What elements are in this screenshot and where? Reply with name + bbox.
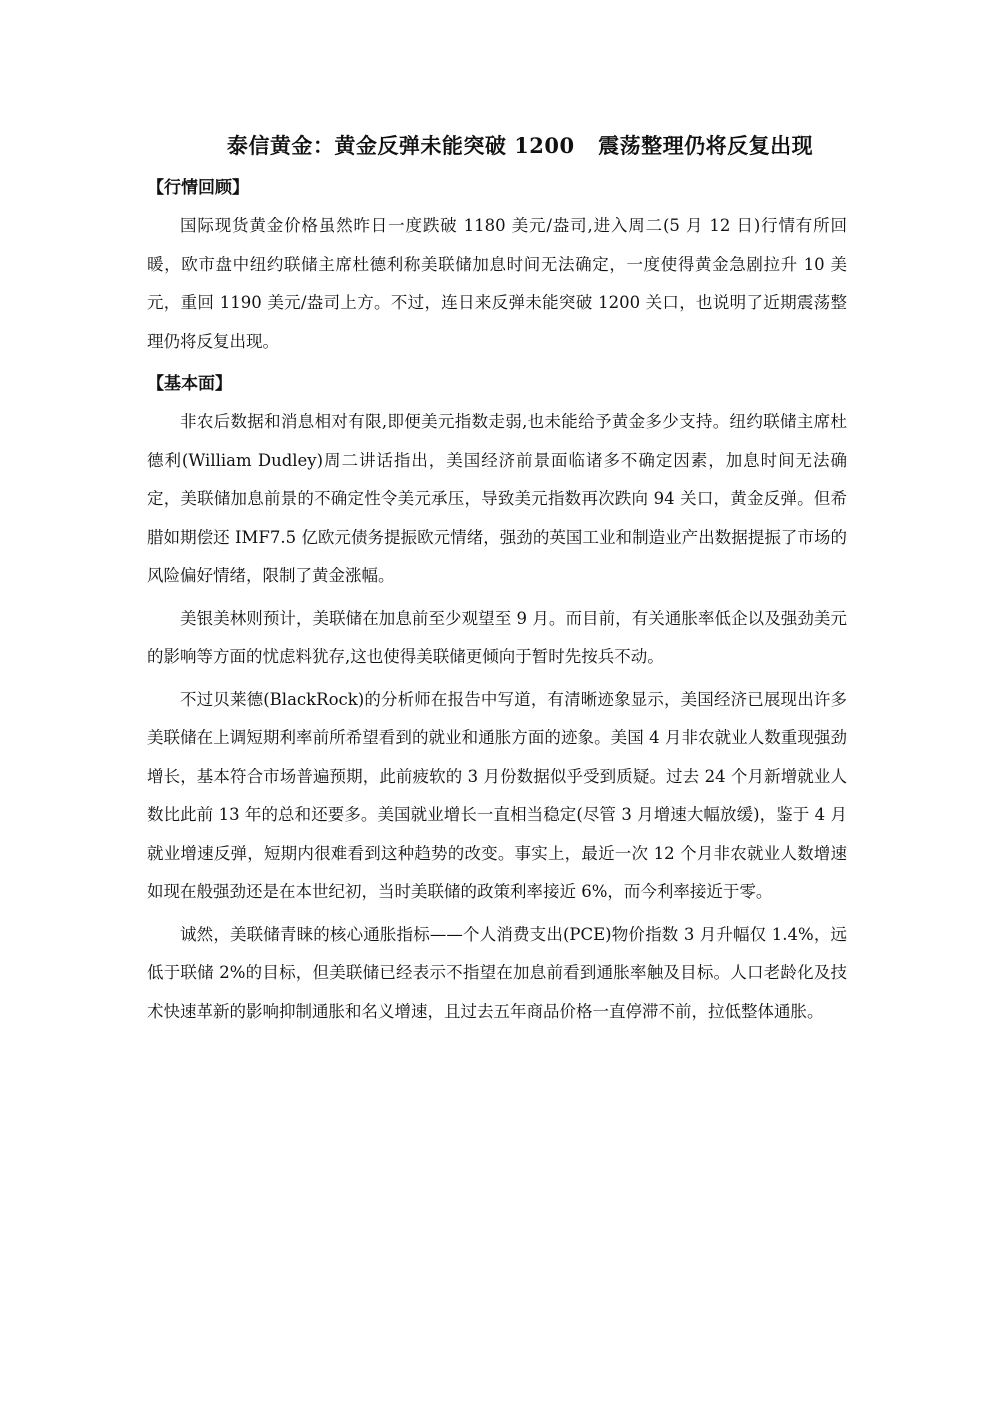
paragraph: 诚然，美联储青睐的核心通胀指标——个人消费支出(PCE)物价指数 3 月升幅仅 1.4%，远低于联储 2%的目标，但美联储已经表示不指望在加息前看到通胀率触及目标。人口老龄化及技术快速革新的影响抑制通胀和名义增速，且过去五年商品价格一直停滞不前，拉低整体通胀。 <box>147 924 847 1021</box>
section-heading-market-review: 【行情回顾】 <box>147 178 249 198</box>
section-heading-fundamentals: 【基本面】 <box>147 374 232 394</box>
paragraph: 国际现货黄金价格虽然昨日一度跌破 1180 美元/盎司,进入周二(5 月 12 日)行情有所回暖，欧市盘中纽约联储主席杜德利称美联储加息时间无法确定，一度使得黄金急剧拉升 10 美元，重回 1190 美元/盎司上方。不过，连日来反弹未能突破 1200 关口，也说明了近期震荡整理仍将反复出现。 <box>147 216 847 351</box>
paragraph: 不过贝莱德(BlackRock)的分析师在报告中写道，有清晰迹象显示，美国经济已展现出许多美联储在上调短期利率前所希望看到的就业和通胀方面的迹象。美国 4 月非农就业人数重现强劲增长，基本符合市场普遍预期，此前疲软的 3 月份数据似乎受到质疑。过去 24 个月新增就业人数比此前 13 年的总和还要多。美国就业增长一直相当稳定(尽管 3 月增速大幅放缓)，鉴于 4 月就业增速反弹，短期内很难看到这种趋势的改变。事实上，最近一次 12 个月非农就业人数增速如现在般强劲还是在本世纪初，当时美联储的政策利率接近 6%，而今利率接近于零。 <box>147 689 847 901</box>
section-market-review <box>147 176 847 361</box>
paragraph: 非农后数据和消息相对有限,即便美元指数走弱,也未能给予黄金多少支持。纽约联储主席杜德利(William Dudley)周二讲话指出，美国经济前景面临诸多不确定因素，加息时间无法确定，美联储加息前景的不确定性令美元承压，导致美元指数再次跌向 94 关口，黄金反弹。但希腊如期偿还 IMF7.5 亿欧元债务提振欧元情绪，强劲的英国工业和制造业产出数据提振了市场的风险偏好情绪，限制了黄金涨幅。 <box>147 412 847 585</box>
section-fundamentals <box>147 372 847 1031</box>
article-title: 泰信黄金：黄金反弹未能突破 1200 震荡整理仍将反复出现 <box>226 133 814 158</box>
paragraph: 美银美林则预计，美联储在加息前至少观望至 9 月。而目前，有关通胀率低企以及强劲美元的影响等方面的忧虑料犹存,这也使得美联储更倾向于暂时先按兵不动。 <box>147 608 847 666</box>
